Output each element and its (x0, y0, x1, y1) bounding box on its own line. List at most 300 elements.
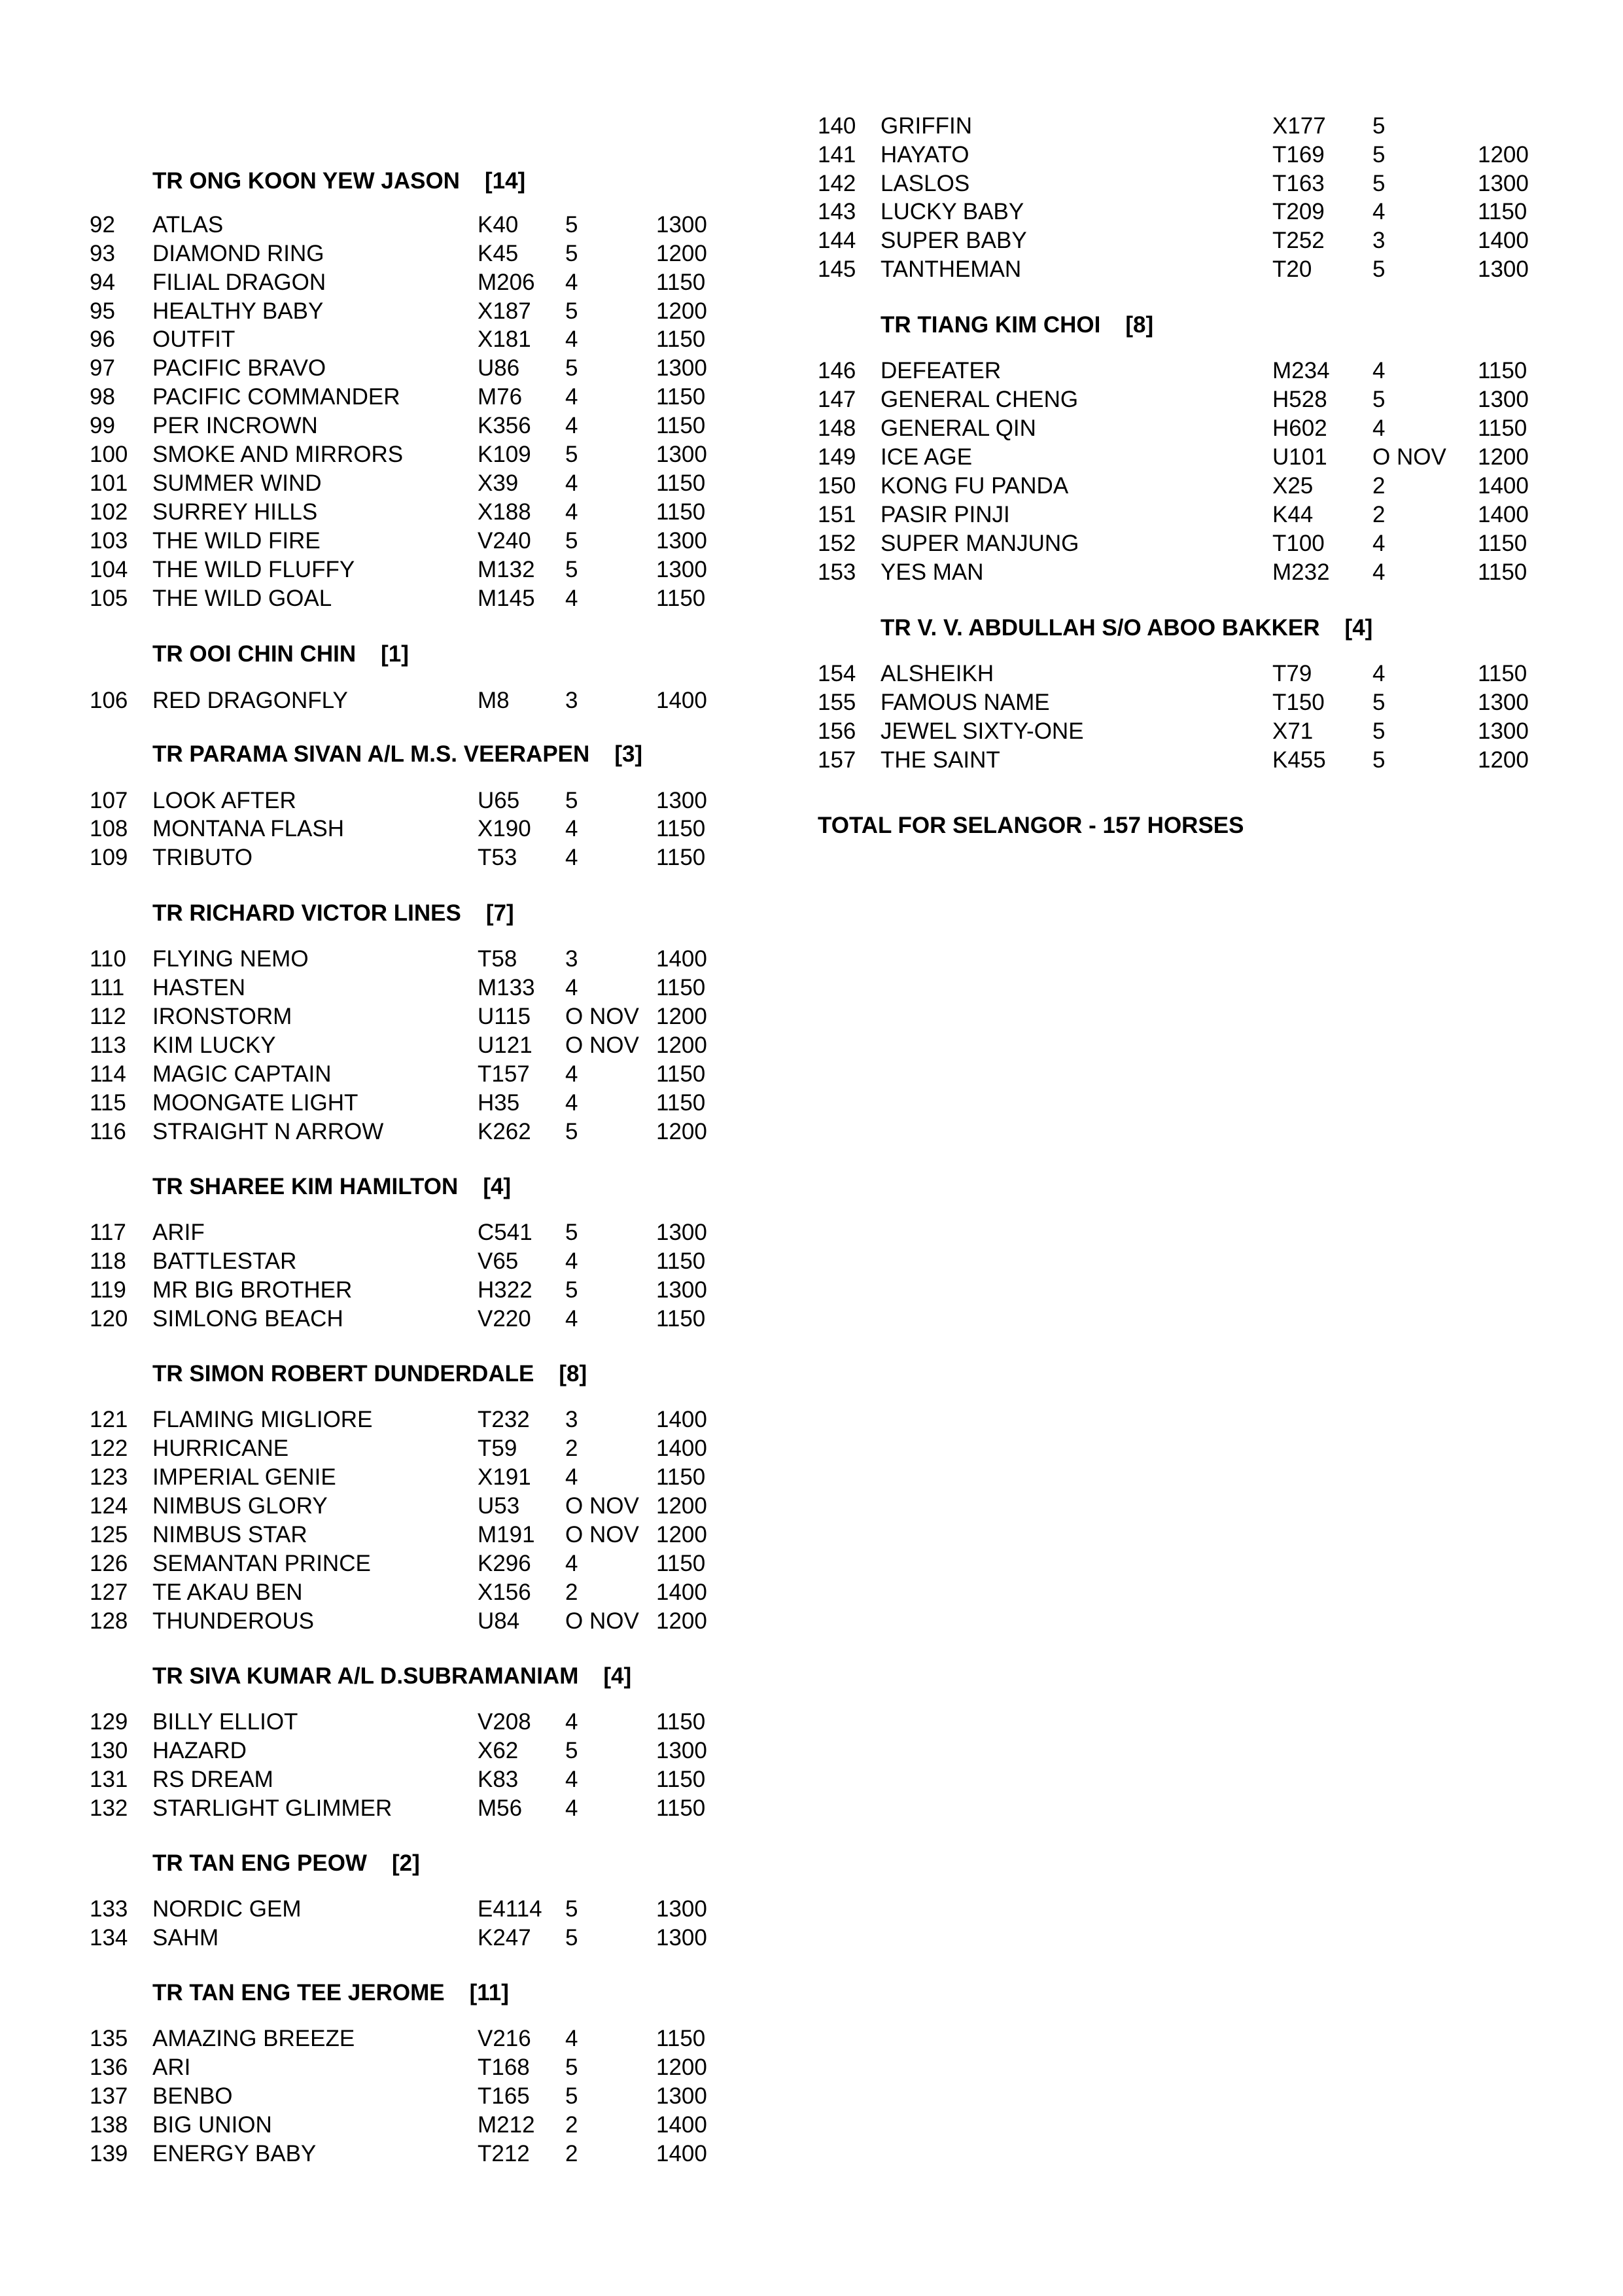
horse-rating: 1400 (656, 1580, 707, 1605)
horse-class: 5 (1372, 171, 1386, 196)
horse-number: 136 (90, 2055, 128, 2080)
horse-class: 4 (565, 270, 578, 295)
horse-rating: 1400 (1478, 473, 1529, 499)
horse-number: 96 (90, 327, 115, 352)
horse-code: X191 (478, 1464, 531, 1490)
horse-rating: 1150 (1478, 559, 1527, 585)
horse-rating: 1200 (656, 1119, 707, 1144)
horse-number: 150 (818, 473, 856, 499)
horse-code: T53 (478, 845, 517, 870)
horse-code: K83 (478, 1767, 519, 1792)
horse-class: 4 (565, 1248, 578, 1274)
horse-code: X177 (1272, 113, 1326, 139)
horse-class: 5 (1372, 387, 1386, 412)
horse-rating: 1400 (656, 2112, 707, 2138)
horse-number: 155 (818, 690, 856, 715)
horse-code: T252 (1272, 228, 1325, 253)
horse-number: 151 (818, 502, 856, 527)
trainer-name: TR SIMON ROBERT DUNDERDALE (152, 1361, 534, 1386)
horse-number: 97 (90, 355, 115, 381)
horse-number: 132 (90, 1795, 128, 1821)
horse-rating: 1150 (656, 1795, 706, 1821)
horse-class: 4 (565, 1464, 578, 1490)
horse-class: 5 (565, 241, 578, 266)
horse-class: 4 (1372, 559, 1386, 585)
horse-code: X71 (1272, 718, 1314, 744)
horse-rating: 1150 (656, 2026, 706, 2051)
horse-code: T168 (478, 2055, 530, 2080)
horse-class: 5 (1372, 142, 1386, 168)
horse-code: U84 (478, 1608, 520, 1634)
horse-number: 119 (90, 1277, 126, 1303)
horse-class: 4 (565, 1709, 578, 1735)
horse-code: K40 (478, 212, 519, 238)
horse-name: SURREY HILLS (152, 499, 318, 525)
horse-name: ARIF (152, 1220, 205, 1245)
horse-number: 135 (90, 2026, 128, 2051)
horse-class: 4 (565, 1551, 578, 1576)
horse-name: MAGIC CAPTAIN (152, 1061, 332, 1087)
horse-code: T165 (478, 2083, 530, 2109)
horse-rating: 1300 (656, 2083, 707, 2109)
horse-class: 4 (565, 499, 578, 525)
horse-number: 105 (90, 586, 128, 611)
horse-class: 4 (1372, 199, 1386, 224)
trainer-horse-count: [14] (484, 168, 526, 194)
horse-name: TE AKAU BEN (152, 1580, 303, 1605)
horse-class: 4 (1372, 358, 1386, 383)
horse-number: 125 (90, 1522, 128, 1547)
horse-rating: 1150 (656, 327, 706, 352)
horse-rating: 1200 (656, 1522, 707, 1547)
horse-number: 102 (90, 499, 128, 525)
horse-code: U121 (478, 1033, 532, 1058)
horse-name: HAZARD (152, 1738, 247, 1763)
horse-code: T163 (1272, 171, 1325, 196)
horse-rating: 1150 (656, 1767, 706, 1792)
horse-name: NIMBUS STAR (152, 1522, 307, 1547)
horse-code: U101 (1272, 444, 1327, 470)
horse-number: 98 (90, 384, 115, 410)
horse-class: 4 (565, 1090, 578, 1116)
trainer-heading (881, 311, 1153, 340)
horse-name: KONG FU PANDA (881, 473, 1069, 499)
horse-rating: 1300 (1478, 690, 1529, 715)
horse-name: PACIFIC BRAVO (152, 355, 326, 381)
horse-code: M206 (478, 270, 535, 295)
trainer-heading (152, 1849, 420, 1878)
horse-class: 4 (565, 470, 578, 496)
horse-rating: 1150 (656, 270, 706, 295)
horse-rating: 1200 (656, 1033, 707, 1058)
horse-name: STRAIGHT N ARROW (152, 1119, 384, 1144)
trainer-heading (881, 614, 1372, 643)
horse-code: X62 (478, 1738, 519, 1763)
trainer-name: TR OOI CHIN CHIN (152, 641, 357, 667)
horse-rating: 1200 (656, 1004, 707, 1029)
horse-rating: 1150 (656, 470, 706, 496)
horse-number: 104 (90, 557, 128, 582)
trainer-name: TR V. V. ABDULLAH S/O ABOO BAKKER (881, 615, 1320, 641)
trainer-horse-count: [4] (1344, 615, 1373, 641)
horse-name: DEFEATER (881, 358, 1002, 383)
horse-rating: 1150 (656, 1551, 706, 1576)
horse-class: 5 (565, 2055, 578, 2080)
horse-name: NORDIC GEM (152, 1896, 302, 1922)
horse-code: T20 (1272, 256, 1312, 282)
horse-rating: 1300 (1478, 718, 1529, 744)
horse-number: 114 (90, 1061, 126, 1087)
horse-number: 126 (90, 1551, 128, 1576)
horse-number: 115 (90, 1090, 126, 1116)
horse-code: K109 (478, 442, 531, 467)
horse-code: V240 (478, 528, 531, 554)
trainer-horse-count: [11] (469, 1980, 509, 2005)
horse-rating: 1300 (656, 788, 707, 813)
horse-code: M234 (1272, 358, 1330, 383)
horse-rating: 1200 (656, 241, 707, 266)
horse-number: 113 (90, 1033, 126, 1058)
horse-number: 131 (90, 1767, 128, 1792)
horse-class: 4 (565, 586, 578, 611)
horse-class: 3 (1372, 228, 1386, 253)
horse-code: X25 (1272, 473, 1314, 499)
horse-code: T100 (1272, 531, 1325, 556)
horse-rating: 1150 (1478, 358, 1527, 383)
horse-name: RED DRAGONFLY (152, 688, 348, 713)
horse-code: X188 (478, 499, 531, 525)
horse-code: T58 (478, 946, 517, 972)
horse-name: HAYATO (881, 142, 969, 168)
horse-rating: 1300 (1478, 387, 1529, 412)
horse-code: H322 (478, 1277, 532, 1303)
horse-class: 5 (565, 788, 578, 813)
horse-class: 3 (565, 946, 578, 972)
horse-rating: 1150 (656, 499, 706, 525)
horse-name: JEWEL SIXTY-ONE (881, 718, 1084, 744)
trainer-heading (152, 1360, 587, 1388)
horse-class: O NOV (565, 1608, 639, 1634)
horse-class: 5 (1372, 718, 1386, 744)
horse-name: HASTEN (152, 975, 245, 1000)
horse-rating: 1150 (656, 1061, 706, 1087)
horse-class: 4 (565, 816, 578, 841)
trainer-horse-count: [4] (603, 1663, 632, 1689)
horse-number: 138 (90, 2112, 128, 2138)
horse-code: M212 (478, 2112, 535, 2138)
trainer-horse-count: [4] (483, 1174, 512, 1199)
horse-rating: 1400 (656, 1436, 707, 1461)
trainer-horse-count: [8] (1125, 312, 1154, 338)
horse-number: 117 (90, 1220, 126, 1245)
horse-rating: 1400 (656, 946, 707, 972)
horse-number: 143 (818, 199, 856, 224)
horse-name: GENERAL CHENG (881, 387, 1079, 412)
horse-class: 5 (565, 1925, 578, 1951)
horse-number: 139 (90, 2141, 128, 2166)
horse-code: E4114 (478, 1896, 542, 1922)
horse-rating: 1300 (656, 442, 707, 467)
horse-name: YES MAN (881, 559, 984, 585)
horse-number: 144 (818, 228, 856, 253)
horse-code: T212 (478, 2141, 530, 2166)
horse-name: RS DREAM (152, 1767, 273, 1792)
horse-name: THUNDEROUS (152, 1608, 314, 1634)
horse-rating: 1150 (656, 1306, 706, 1332)
horse-code: U115 (478, 1004, 531, 1029)
horse-rating: 1400 (656, 1407, 707, 1432)
trainer-heading (152, 899, 514, 928)
horse-class: 3 (565, 1407, 578, 1432)
horse-number: 101 (90, 470, 128, 496)
horse-class: 5 (1372, 256, 1386, 282)
horse-number: 153 (818, 559, 856, 585)
horse-code: K262 (478, 1119, 531, 1144)
horse-name: KIM LUCKY (152, 1033, 276, 1058)
horse-code: C541 (478, 1220, 532, 1245)
horse-number: 149 (818, 444, 856, 470)
horse-rating: 1150 (656, 1090, 706, 1116)
horse-code: K44 (1272, 502, 1314, 527)
horse-name: IMPERIAL GENIE (152, 1464, 336, 1490)
horse-class: 4 (1372, 531, 1386, 556)
horse-number: 121 (90, 1407, 128, 1432)
horse-name: THE WILD FIRE (152, 528, 321, 554)
trainer-heading (152, 640, 409, 669)
horse-class: 4 (565, 1306, 578, 1332)
horse-name: HEALTHY BABY (152, 298, 324, 324)
horse-rating: 1300 (656, 1925, 707, 1951)
horse-code: T59 (478, 1436, 517, 1461)
horse-name: NIMBUS GLORY (152, 1493, 328, 1519)
horse-code: X39 (478, 470, 519, 496)
horse-number: 107 (90, 788, 128, 813)
horse-number: 130 (90, 1738, 128, 1763)
horse-number: 146 (818, 358, 856, 383)
horse-class: O NOV (565, 1522, 639, 1547)
horse-code: U65 (478, 788, 520, 813)
horse-name: THE SAINT (881, 747, 1000, 773)
horse-rating: 1150 (656, 586, 706, 611)
horse-code: X190 (478, 816, 531, 841)
horse-number: 103 (90, 528, 128, 554)
horse-number: 118 (90, 1248, 126, 1274)
horse-class: 3 (565, 688, 578, 713)
horse-code: T169 (1272, 142, 1325, 168)
horse-class: 2 (1372, 473, 1386, 499)
horse-rating: 1300 (656, 528, 707, 554)
horse-name: SUPER BABY (881, 228, 1027, 253)
horse-name: GRIFFIN (881, 113, 972, 139)
horse-number: 133 (90, 1896, 128, 1922)
trainer-name: TR TAN ENG PEOW (152, 1850, 367, 1876)
horse-class: 5 (1372, 747, 1386, 773)
horse-name: HURRICANE (152, 1436, 289, 1461)
horse-name: SAHM (152, 1925, 219, 1951)
horse-name: THE WILD FLUFFY (152, 557, 355, 582)
horse-name: FILIAL DRAGON (152, 270, 326, 295)
horse-class: 5 (565, 1738, 578, 1763)
horse-number: 128 (90, 1608, 128, 1634)
trainer-heading (152, 167, 525, 196)
horse-name: SMOKE AND MIRRORS (152, 442, 404, 467)
horse-name: TANTHEMAN (881, 256, 1022, 282)
horse-code: V208 (478, 1709, 531, 1735)
trainer-name: TR PARAMA SIVAN A/L M.S. VEERAPEN (152, 741, 590, 767)
horse-code: H35 (478, 1090, 520, 1116)
trainer-name: TR SIVA KUMAR A/L D.SUBRAMANIAM (152, 1663, 579, 1689)
horse-code: K296 (478, 1551, 531, 1576)
horse-name: IRONSTORM (152, 1004, 292, 1029)
horse-code: K356 (478, 413, 531, 438)
horse-class: 5 (565, 1119, 578, 1144)
horse-name: TRIBUTO (152, 845, 253, 870)
horse-number: 134 (90, 1925, 128, 1951)
horse-name: AMAZING BREEZE (152, 2026, 355, 2051)
horse-class: 5 (565, 1896, 578, 1922)
horse-number: 100 (90, 442, 128, 467)
horse-rating: 1400 (1478, 502, 1529, 527)
trainer-horse-count: [1] (381, 641, 409, 667)
horse-code: M8 (478, 688, 510, 713)
horse-code: H528 (1272, 387, 1327, 412)
horse-name: ICE AGE (881, 444, 973, 470)
horse-class: 5 (1372, 113, 1386, 139)
horse-class: O NOV (565, 1004, 639, 1029)
horse-number: 116 (90, 1119, 126, 1144)
horse-name: BATTLESTAR (152, 1248, 297, 1274)
horse-code: K247 (478, 1925, 531, 1951)
horse-rating: 1300 (656, 355, 707, 381)
horse-class: 4 (1372, 661, 1386, 686)
horse-rating: 1400 (656, 688, 707, 713)
horse-class: 5 (565, 1277, 578, 1303)
horse-class: 5 (1372, 690, 1386, 715)
horse-class: 5 (565, 528, 578, 554)
horse-code: T79 (1272, 661, 1312, 686)
horse-code: M145 (478, 586, 535, 611)
trainer-name: TR ONG KOON YEW JASON (152, 168, 460, 194)
horse-number: 122 (90, 1436, 128, 1461)
horse-rating: 1200 (656, 1493, 707, 1519)
horse-number: 123 (90, 1464, 128, 1490)
horse-number: 157 (818, 747, 856, 773)
horse-class: 5 (565, 355, 578, 381)
trainer-horse-count: [2] (391, 1850, 420, 1876)
horse-name: PASIR PINJI (881, 502, 1010, 527)
horse-code: H602 (1272, 415, 1327, 441)
horse-number: 156 (818, 718, 856, 744)
horse-code: U86 (478, 355, 520, 381)
horse-class: 4 (565, 413, 578, 438)
horse-name: SUMMER WIND (152, 470, 322, 496)
horse-code: M232 (1272, 559, 1330, 585)
horse-class: 4 (1372, 415, 1386, 441)
horse-class: 5 (565, 557, 578, 582)
horse-number: 120 (90, 1306, 128, 1332)
horse-rating: 1150 (1478, 661, 1527, 686)
horse-class: 5 (565, 298, 578, 324)
horse-number: 140 (818, 113, 856, 139)
horse-name: GENERAL QIN (881, 415, 1036, 441)
horse-name: FLAMING MIGLIORE (152, 1407, 373, 1432)
horse-code: V216 (478, 2026, 531, 2051)
trainer-horse-count: [7] (485, 900, 514, 926)
horse-number: 110 (90, 946, 126, 972)
horse-name: DIAMOND RING (152, 241, 324, 266)
horse-code: M132 (478, 557, 535, 582)
horse-code: X156 (478, 1580, 531, 1605)
horse-number: 145 (818, 256, 856, 282)
horse-code: K455 (1272, 747, 1326, 773)
horse-class: 4 (565, 327, 578, 352)
horse-rating: 1300 (656, 1277, 707, 1303)
horse-number: 108 (90, 816, 128, 841)
horse-name: LOOK AFTER (152, 788, 296, 813)
horse-class: 4 (565, 1795, 578, 1821)
total-line: TOTAL FOR SELANGOR - 157 HORSES (818, 813, 1244, 838)
horse-code: T150 (1272, 690, 1325, 715)
horse-rating: 1150 (1478, 199, 1527, 224)
horse-name: PER INCROWN (152, 413, 318, 438)
horse-class: 4 (565, 384, 578, 410)
horse-rating: 1150 (656, 413, 706, 438)
horse-number: 147 (818, 387, 856, 412)
horse-number: 127 (90, 1580, 128, 1605)
trainer-heading (152, 1979, 509, 2007)
horse-class: O NOV (565, 1033, 639, 1058)
horse-class: 5 (565, 442, 578, 467)
horse-number: 99 (90, 413, 115, 438)
horse-name: FAMOUS NAME (881, 690, 1050, 715)
horse-name: LUCKY BABY (881, 199, 1024, 224)
horse-number: 92 (90, 212, 115, 238)
horse-number: 112 (90, 1004, 126, 1029)
horse-rating: 1300 (656, 1220, 707, 1245)
trainer-name: TR TAN ENG TEE JEROME (152, 1980, 445, 2005)
horse-class: 4 (565, 1061, 578, 1087)
horse-number: 111 (90, 975, 125, 1000)
horse-class: O NOV (1372, 444, 1446, 470)
horse-rating: 1150 (1478, 531, 1527, 556)
horse-rating: 1300 (656, 212, 707, 238)
horse-number: 106 (90, 688, 128, 713)
trainer-name: TR SHAREE KIM HAMILTON (152, 1174, 459, 1199)
horse-name: MR BIG BROTHER (152, 1277, 353, 1303)
horse-name: MONTANA FLASH (152, 816, 345, 841)
horse-name: OUTFIT (152, 327, 236, 352)
horse-rating: 1150 (1478, 415, 1527, 441)
horse-code: U53 (478, 1493, 520, 1519)
horse-code: M191 (478, 1522, 535, 1547)
horse-name: LASLOS (881, 171, 970, 196)
horse-rating: 1150 (656, 1464, 706, 1490)
trainer-horse-count: [3] (614, 741, 643, 767)
horse-number: 94 (90, 270, 115, 295)
horse-rating: 1300 (1478, 171, 1529, 196)
horse-rating: 1150 (656, 845, 706, 870)
trainer-horse-count: [8] (559, 1361, 587, 1386)
horse-name: BILLY ELLIOT (152, 1709, 298, 1735)
horse-class: 4 (565, 975, 578, 1000)
horse-name: SEMANTAN PRINCE (152, 1551, 371, 1576)
horse-class: O NOV (565, 1493, 639, 1519)
horse-name: STARLIGHT GLIMMER (152, 1795, 393, 1821)
horse-rating: 1200 (1478, 444, 1529, 470)
horse-code: M56 (478, 1795, 523, 1821)
horse-rating: 1300 (656, 557, 707, 582)
horse-rating: 1150 (656, 1709, 706, 1735)
